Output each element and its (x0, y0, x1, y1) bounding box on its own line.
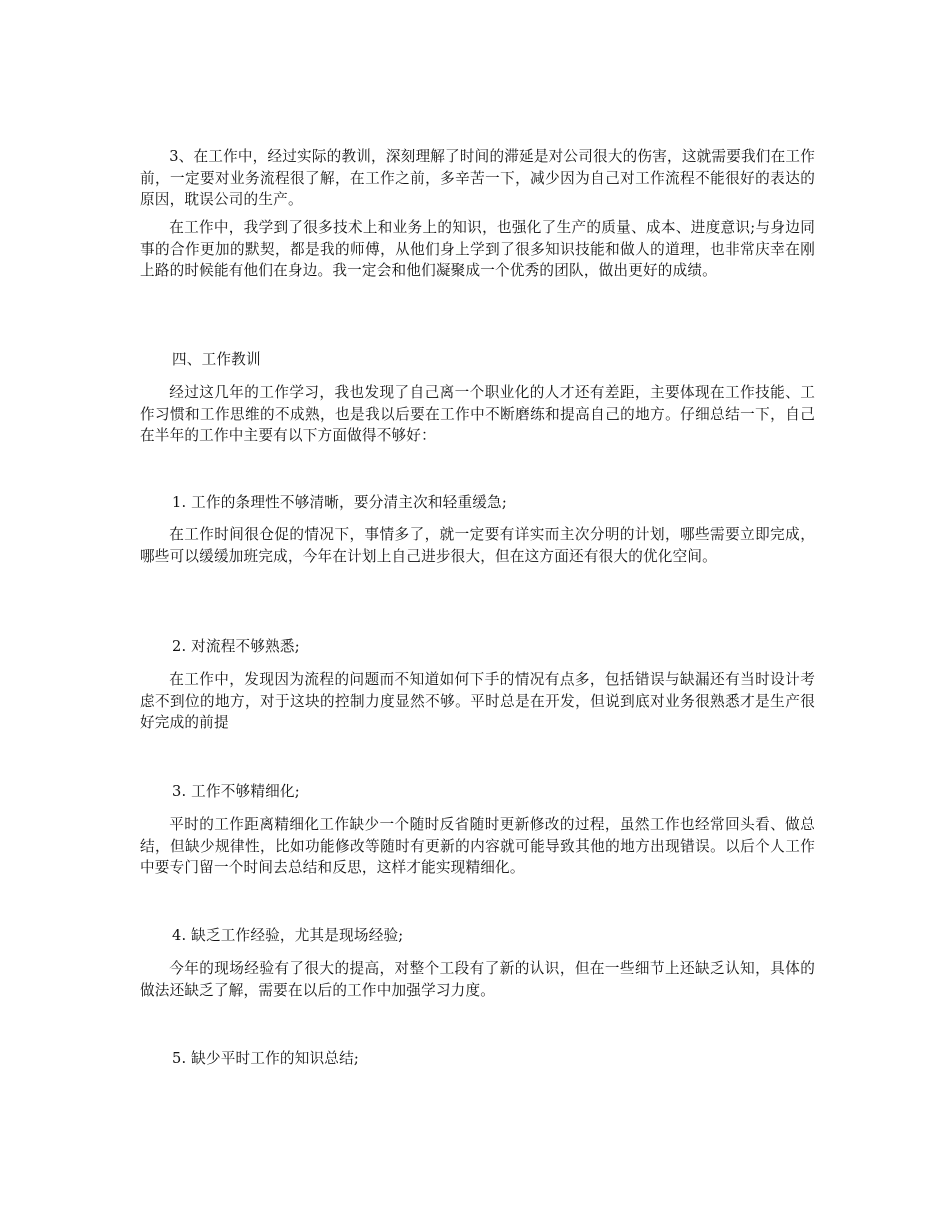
item-heading-3: 3. 工作不够精细化; (172, 783, 300, 800)
paragraph-item3: 平时的工作距离精细化工作缺少一个随时反省随时更新修改的过程，虽然工作也经常回头看、做总结，但缺少规律性，比如功能修改等随时有更新的内容就可能导致其他的地方出现错误。以后个人工作中要专门留一个时间去总结和反思，这样才能实现精细化。 (140, 816, 815, 876)
paragraph-item3-lessons: 3、在工作中，经过实际的教训，深刻理解了时间的滞延是对公司很大的伤害，这就需要我们在工作前，一定要对业务流程很了解，在工作之前，多辛苦一下，减少因为自己对工作流程不能很好的表达的原因，耽误公司的生产。 (140, 148, 815, 208)
item-heading-1: 1. 工作的条理性不够清晰，要分清主次和轻重缓急; (172, 494, 507, 511)
item-heading-4: 4. 缺乏工作经验，尤其是现场经验; (172, 927, 404, 944)
section-heading-4: 四、工作教训 (172, 351, 261, 368)
paragraph-learned: 在工作中，我学到了很多技术上和业务上的知识，也强化了生产的质量、成本、进度意识;与身边同事的合作更加的默契，都是我的师傅，从他们身上学到了很多知识技能和做人的道理，也非常庆幸在刚上路的时候能有他们在身边。我一定会和他们凝聚成一个优秀的团队，做出更好的成绩。 (140, 219, 815, 279)
paragraph-item4: 今年的现场经验有了很大的提高，对整个工段有了新的认识，但在一些细节上还缺乏认知，具体的做法还缺乏了解，需要在以后的工作中加强学习力度。 (140, 960, 815, 999)
item-heading-5: 5. 缺少平时工作的知识总结; (172, 1050, 360, 1067)
paragraph-item2: 在工作中，发现因为流程的问题而不知道如何下手的情况有点多，包括错误与缺漏还有当时设计考虑不到位的地方，对于这块的控制力度显然不够。平时总是在开发，但说到底对业务很熟悉才是生产很好完成的前提 (140, 671, 815, 731)
paragraph-item1: 在工作时间很仓促的情况下，事情多了，就一定要有详实而主次分明的计划，哪些需要立即完成，哪些可以缓缓加班完成，今年在计划上自己进步很大，但在这方面还有很大的优化空间。 (140, 526, 815, 565)
item-heading-2: 2. 对流程不够熟悉; (172, 638, 300, 655)
paragraph-section4-intro: 经过这几年的工作学习，我也发现了自己离一个职业化的人才还有差距，主要体现在工作技能、工作习惯和工作思维的不成熟，也是我以后要在工作中不断磨练和提高自己的地方。仔细总结一下，自己在半年的工作中主要有以下方面做得不够好： (140, 384, 815, 444)
